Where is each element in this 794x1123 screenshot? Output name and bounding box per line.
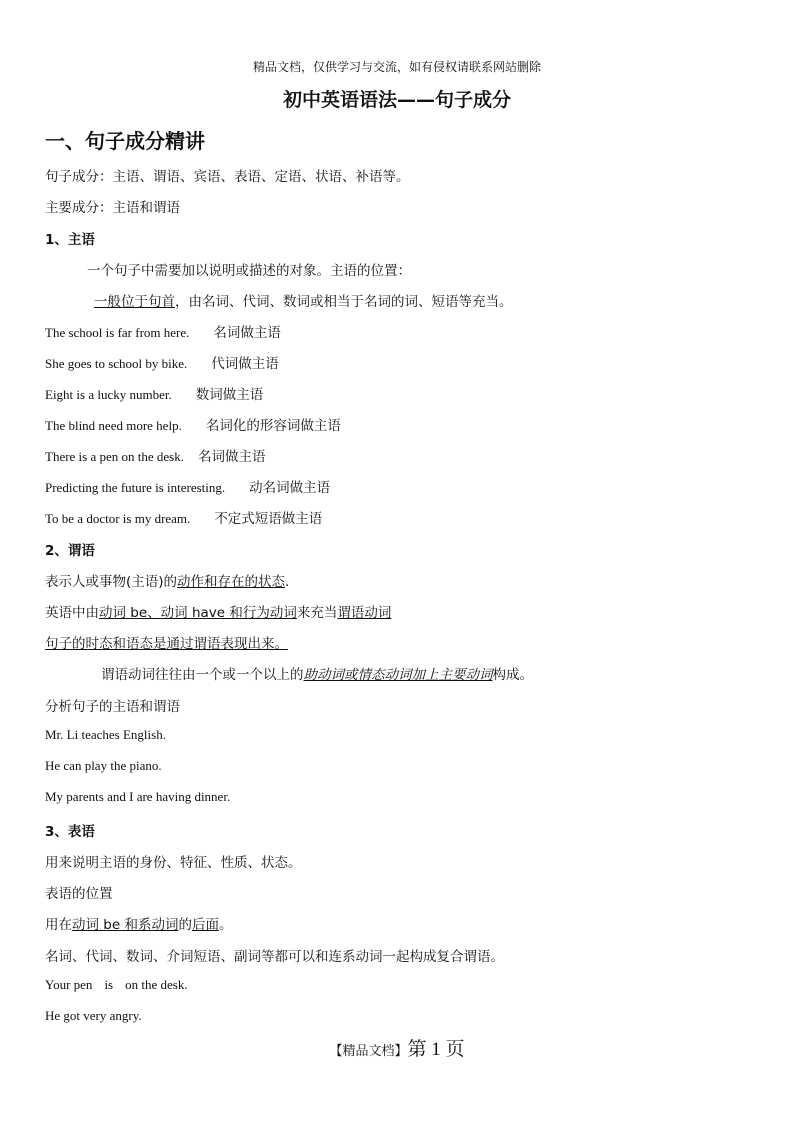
text: 。: [218, 917, 233, 933]
example-note: 不定式短语做主语: [214, 511, 323, 527]
subject-heading: 1、主语: [45, 232, 95, 248]
subject-position-underlined: 一般位于句首: [94, 294, 175, 310]
subject-example: [45, 383, 263, 403]
predicate-example: My parents and I are having dinner.: [45, 789, 231, 804]
text: 用在: [45, 917, 72, 933]
subject-example: [45, 352, 279, 372]
text: 英语中由: [45, 605, 99, 621]
page-footer: [0, 1034, 794, 1061]
underlined-italic-text: 助动词或情态动词加上主要动词: [303, 667, 493, 683]
subject-example: [45, 445, 265, 465]
subject-intro: 一个句子中需要加以说明或描述的对象。主语的位置：: [87, 263, 411, 279]
example-note: 名词化的形容词做主语: [205, 418, 341, 434]
text: 谓语动词往往由一个或一个以上的: [101, 667, 304, 683]
title-text: 初中英语语法——句子成分: [282, 89, 511, 111]
text: 构成。: [492, 667, 533, 683]
underlined-text: 动词 be、动词 have 和行为动词: [99, 605, 297, 621]
underlined-text: 后面: [191, 917, 219, 933]
example-sentence: The school is far from here.: [45, 325, 190, 340]
example-note: 数词做主语: [195, 387, 264, 403]
text: Your pen: [45, 977, 93, 992]
example-sentence: There is a pen on the desk.: [45, 449, 184, 464]
predicative-heading: 3、表语: [45, 824, 95, 840]
text: on the desk.: [125, 977, 188, 992]
subject-example: [45, 414, 341, 434]
predicative-line-1: 用来说明主语的身份、特征、性质、状态。: [45, 855, 302, 871]
predicative-line-3: [45, 913, 232, 933]
subject-example: [45, 476, 330, 496]
predicative-line-2: 表语的位置: [45, 886, 113, 902]
predicative-line-4: 名词、代词、数词、介词短语、副词等都可以和连系动词一起构成复合谓语。: [45, 949, 504, 965]
predicate-line-1: [45, 570, 289, 590]
example-sentence: She goes to school by bike.: [45, 356, 188, 371]
example-sentence: Predicting the future is interesting.: [45, 480, 226, 495]
text: .: [285, 574, 290, 590]
predicate-example: Mr. Li teaches English.: [45, 727, 166, 742]
section-heading: 一、句子成分精讲: [45, 129, 205, 153]
example-note: 名词做主语: [213, 325, 281, 341]
example-note: 动名词做主语: [249, 480, 331, 496]
underlined-text: 谓语动词: [337, 605, 392, 621]
example-sentence: Eight is a lucky number.: [45, 387, 172, 402]
main-components-line: 主要成分：主语和谓语: [45, 200, 180, 216]
subject-example: [45, 321, 281, 341]
text: is: [104, 977, 114, 992]
subject-position-rest: ，由名词、代词、数词或相当于名词的词、短语等充当。: [175, 294, 513, 310]
header-note: 精品文档，仅供学习与交流，如有侵权请联系网站删除: [252, 60, 541, 74]
predicative-example: [45, 977, 188, 993]
underlined-text: 动作和存在的状态: [177, 574, 286, 590]
subject-example: [45, 507, 322, 527]
document-title: [0, 85, 794, 112]
example-sentence: To be a doctor is my dream.: [45, 511, 191, 526]
predicative-example: He got very angry.: [45, 1008, 142, 1023]
text: 表示人或事物(主语)的: [45, 574, 178, 590]
predicate-line-3: [45, 632, 288, 652]
subject-position: [94, 290, 513, 310]
predicate-heading: 2、谓语: [45, 543, 95, 559]
example-note: 名词做主语: [197, 449, 266, 465]
predicate-line-2: [45, 601, 391, 621]
example-note: 代词做主语: [211, 356, 279, 372]
footer-tag: 【精品文档】: [329, 1044, 408, 1059]
text: 来充当: [296, 605, 338, 621]
predicate-line-4: [101, 663, 533, 683]
underlined-text: 动词 be 和系动词: [72, 917, 179, 933]
predicate-example: He can play the piano.: [45, 758, 162, 773]
example-sentence: The blind need more help.: [45, 418, 182, 433]
underlined-text: 句子的时态和语态是通过谓语表现出来。: [45, 636, 288, 652]
page-number: 第 1 页: [407, 1039, 465, 1060]
text: 的: [178, 917, 192, 933]
analysis-prompt: 分析句子的主语和谓语: [45, 699, 180, 715]
components-line: 句子成分：主语、谓语、宾语、表语、定语、状语、补语等。: [45, 169, 410, 185]
